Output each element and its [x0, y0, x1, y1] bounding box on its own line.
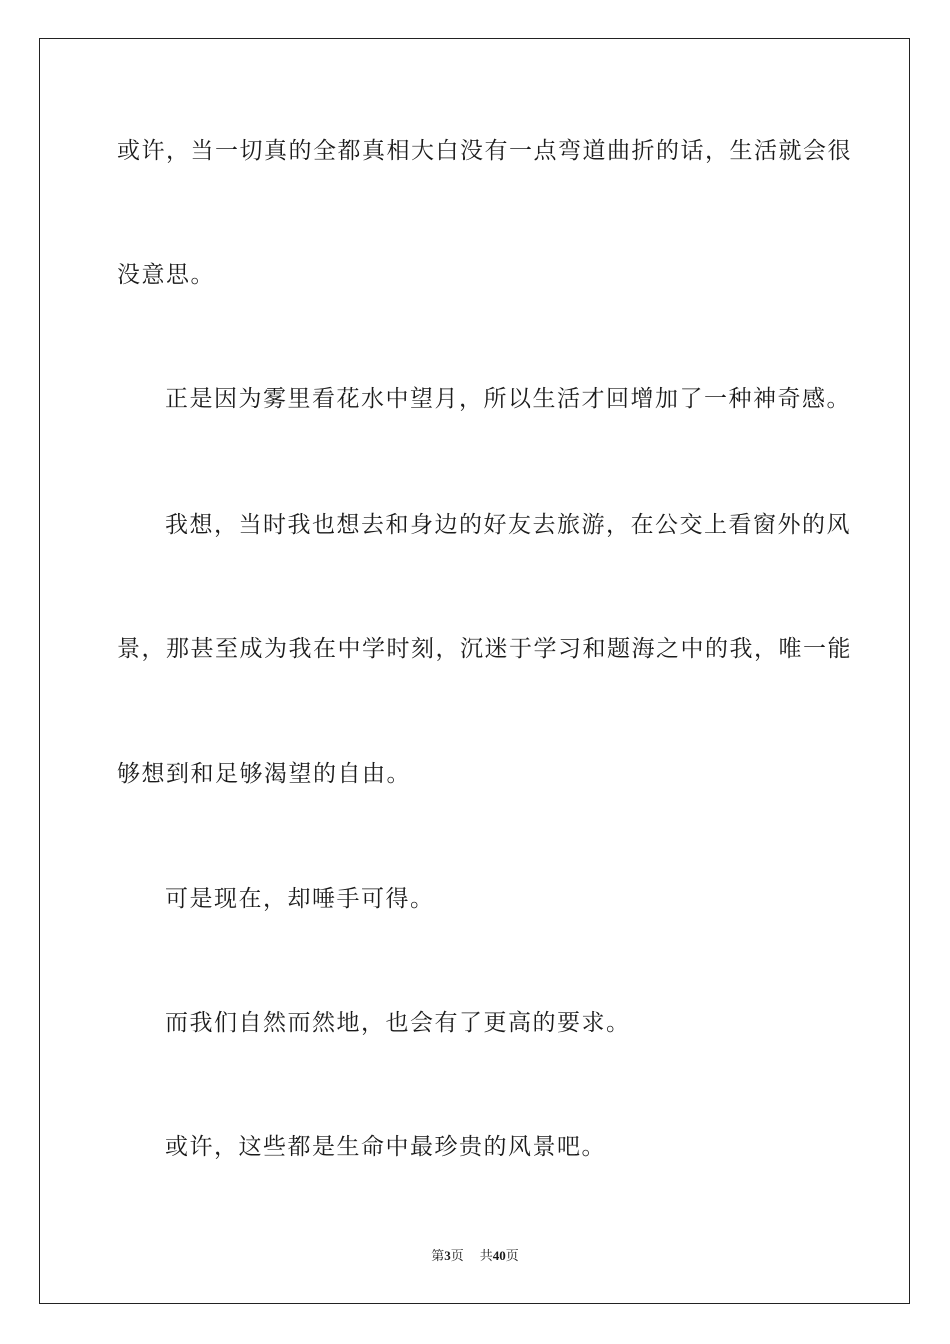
- paragraph-line: 而我们自然而然地，也会有了更高的要求。: [165, 1010, 631, 1036]
- paragraph-line: 或许，这些都是生命中最珍贵的风景吧。: [165, 1134, 606, 1160]
- total-pages-number: 40: [492, 1248, 506, 1263]
- page-suffix: 页: [450, 1249, 464, 1264]
- page-footer: [0, 1247, 950, 1266]
- text-line: 景，那甚至成为我在中学时刻，沉迷于学习和题海之中的我，唯一能: [117, 636, 852, 662]
- page-prefix: 第: [431, 1249, 445, 1264]
- paragraph-line: 正是因为雾里看花水中望月，所以生活才回增加了一种神奇感。: [165, 386, 851, 412]
- paragraph-line: 可是现在，却唾手可得。: [165, 886, 435, 912]
- total-suffix: 页: [505, 1249, 519, 1264]
- current-page-number: 3: [444, 1248, 451, 1263]
- text-line: 够想到和足够渴望的自由。: [117, 761, 411, 787]
- paragraph-line: 我想，当时我也想去和身边的好友去旅游，在公交上看窗外的风: [165, 512, 851, 538]
- page-border: [39, 38, 910, 1304]
- text-line: 或许，当一切真的全都真相大白没有一点弯道曲折的话，生活就会很: [117, 138, 852, 164]
- total-prefix: 共: [479, 1249, 493, 1264]
- text-line: 没意思。: [117, 262, 215, 288]
